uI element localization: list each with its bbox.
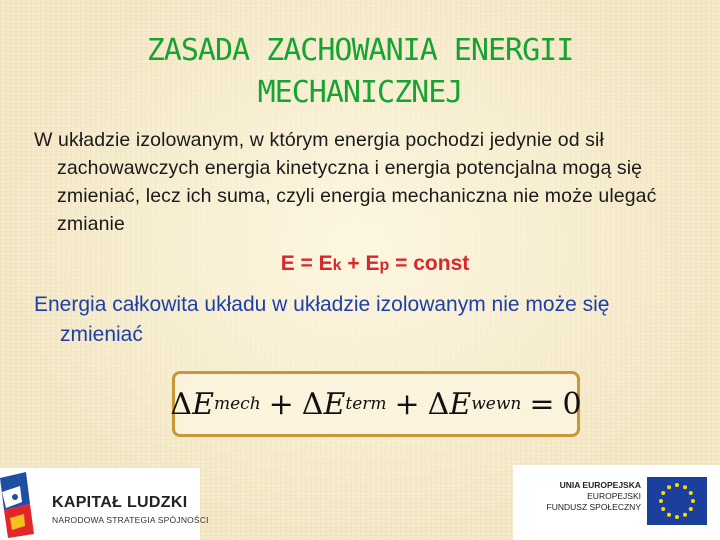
formula-part1: E = E: [280, 252, 333, 275]
equals-sign: =: [529, 386, 555, 422]
conservation-statement: Energia całkowita układu w układzie izolowanym nie może się zmieniać: [34, 293, 610, 346]
formula-sub-p: p: [379, 257, 390, 274]
formula-part2: + E: [341, 252, 380, 275]
formula-part3: = const: [389, 252, 470, 275]
slide-title-line2: MECHANICZNEJ: [257, 75, 463, 110]
plus-sign: +: [394, 386, 420, 422]
formula-sub-k: k: [332, 257, 342, 274]
delta-symbol: Δ: [170, 386, 193, 422]
slide-title: [0, 30, 720, 114]
slide-title-line1: ZASADA ZACHOWANIA ENERGII: [146, 33, 574, 68]
subscript-term: term: [345, 394, 387, 414]
plus-sign: +: [268, 386, 294, 422]
energy-symbol: E: [323, 386, 346, 422]
definition-paragraph: W układzie izolowanym, w którym energia pochodzi jedynie od sił zachowawczych energia kinetyczna i energia potencjalna mogą się zmieniać, lecz ich suma, czyli energia mechaniczna nie może ulegać zmianie: [34, 129, 657, 235]
energy-symbol: E: [449, 386, 472, 422]
subscript-mech: mech: [214, 394, 261, 414]
eu-flag-icon: [647, 477, 707, 525]
subscript-wewn: wewn: [471, 394, 522, 414]
energy-equation-box: [172, 371, 580, 437]
kapital-ludzki-subtitle: NARODOWA STRATEGIA SPÓJNOŚCI: [52, 515, 209, 525]
delta-symbol: Δ: [427, 386, 450, 422]
delta-symbol: Δ: [301, 386, 324, 422]
eu-line-fund2: FUNDUSZ SPOŁECZNY: [546, 502, 641, 512]
kapital-ludzki-emblem-icon: [0, 468, 50, 540]
eu-line-fund1: EUROPEJSKI: [587, 491, 641, 501]
energy-symbol: E: [192, 386, 214, 422]
energy-formula: [0, 252, 720, 276]
kapital-ludzki-logo: [0, 468, 209, 540]
kapital-ludzki-name: KAPITAŁ LUDZKI: [52, 494, 188, 511]
eu-line-union: UNIA EUROPEJSKA: [559, 480, 641, 490]
zero-value: 0: [562, 386, 582, 422]
eu-logo: [513, 465, 720, 540]
eu-text: [529, 480, 641, 513]
